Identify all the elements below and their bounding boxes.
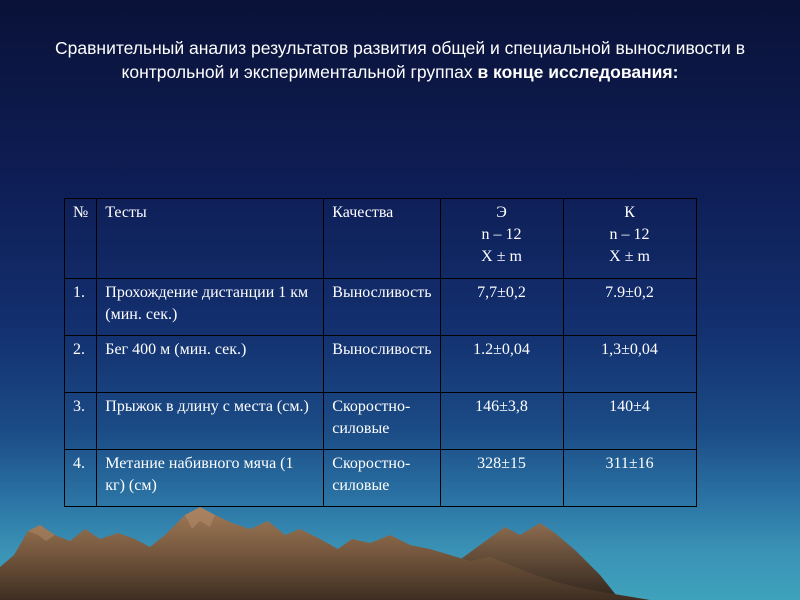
table-row [65, 393, 697, 450]
cell-quality: Скоростно-силовые [324, 450, 440, 507]
header-group-e [440, 199, 563, 279]
cell-e: 1.2±0,04 [440, 336, 563, 393]
header-num: № [65, 199, 97, 279]
title-regular: Сравнительный анализ результатов развития общей и специальной выносливости в контрольной и экспериментальной группах [55, 38, 745, 82]
cell-k: 311±16 [563, 450, 696, 507]
header-quality: Качества [324, 199, 440, 279]
cell-test: Бег 400 м (мин. сек.) [97, 336, 324, 393]
header-group-k [563, 199, 696, 279]
results-table [64, 198, 697, 507]
table-row [65, 336, 697, 393]
header-group-e-n: n – 12 [481, 226, 522, 243]
table-header-row [65, 199, 697, 279]
table-row [65, 450, 697, 507]
cell-e: 7,7±0,2 [440, 279, 563, 336]
header-test: Тесты [97, 199, 324, 279]
cell-k: 140±4 [563, 393, 696, 450]
title-bold: в конце исследования: [477, 62, 679, 82]
cell-quality: Скоростно-силовые [324, 393, 440, 450]
cell-quality: Выносливость [324, 336, 440, 393]
table-row [65, 279, 697, 336]
cell-test: Прыжок в длину с места (см.) [97, 393, 324, 450]
cell-k: 7.9±0,2 [563, 279, 696, 336]
header-group-k-n: n – 12 [609, 226, 650, 243]
cell-quality: Выносливость [324, 279, 440, 336]
cell-e: 328±15 [440, 450, 563, 507]
cell-num: 3. [65, 393, 97, 450]
cell-num: 4. [65, 450, 97, 507]
cell-test: Прохождение дистанции 1 км (мин. сек.) [97, 279, 324, 336]
header-group-e-name: Э [496, 204, 507, 221]
cell-num: 2. [65, 336, 97, 393]
cell-e: 146±3,8 [440, 393, 563, 450]
cell-test: Метание набивного мяча (1 кг) (см) [97, 450, 324, 507]
cell-num: 1. [65, 279, 97, 336]
header-group-k-stat: X ± m [609, 248, 650, 265]
header-group-e-stat: X ± m [481, 248, 522, 265]
cell-k: 1,3±0,04 [563, 336, 696, 393]
header-group-k-name: К [624, 204, 635, 221]
slide-title [40, 36, 760, 84]
mountain-range [0, 505, 800, 600]
